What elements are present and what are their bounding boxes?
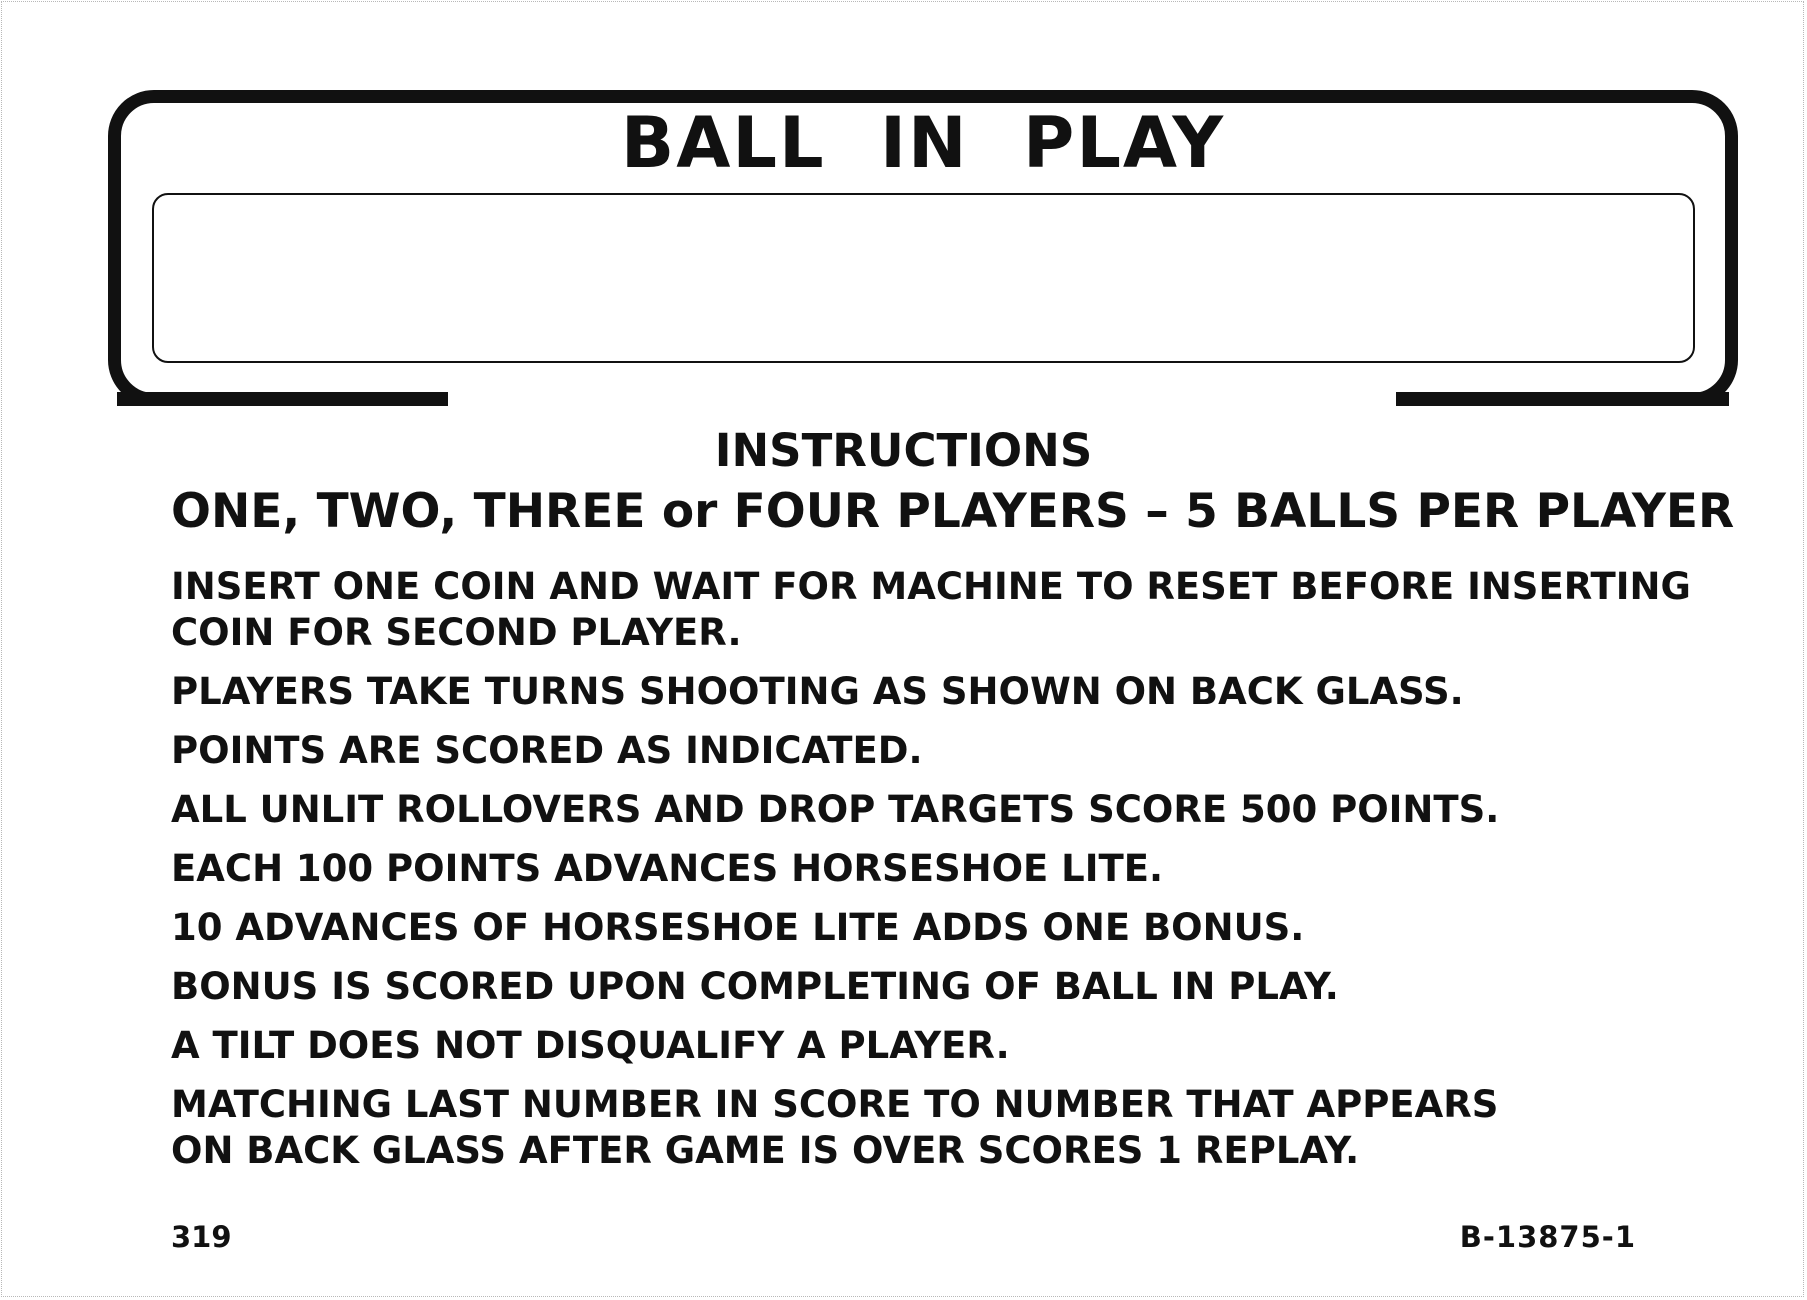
rule-item: EACH 100 POINTS ADVANCES HORSESHOE LITE. <box>171 847 1164 890</box>
frame-foot-right <box>1396 392 1729 406</box>
rule-item: POINTS ARE SCORED AS INDICATED. <box>171 729 923 772</box>
rules-list <box>171 564 1711 1187</box>
frame-foot-left <box>117 392 448 406</box>
frame-gap <box>448 385 1396 415</box>
rule-item: ALL UNLIT ROLLOVERS AND DROP TARGETS SCORE 500 POINTS. <box>171 788 1500 831</box>
rule-item: A TILT DOES NOT DISQUALIFY A PLAYER. <box>171 1024 1010 1067</box>
rule-item: INSERT ONE COIN AND WAIT FOR MACHINE TO RESET BEFORE INSERTING COIN FOR SECOND PLAYER. <box>171 565 1691 654</box>
rule-item: MATCHING LAST NUMBER IN SCORE TO NUMBER THAT APPEARS ON BACK GLASS AFTER GAME IS OVER SCORES 1 REPLAY. <box>171 1083 1499 1172</box>
part-number: B-13875-1 <box>1459 1220 1636 1254</box>
rule-item: BONUS IS SCORED UPON COMPLETING OF BALL IN PLAY. <box>171 965 1339 1008</box>
ball-in-play-window <box>152 193 1695 363</box>
rule-item: PLAYERS TAKE TURNS SHOOTING AS SHOWN ON BACK GLASS. <box>171 670 1464 713</box>
instructions-heading: INSTRUCTIONS <box>714 424 1093 477</box>
ball-in-play-title: BALL IN PLAY <box>620 102 1226 184</box>
players-line: ONE, TWO, THREE or FOUR PLAYERS – 5 BALLS PER PLAYER <box>171 484 1735 539</box>
rule-item: 10 ADVANCES OF HORSESHOE LITE ADDS ONE BONUS. <box>171 906 1305 949</box>
card-number: 319 <box>171 1220 232 1254</box>
